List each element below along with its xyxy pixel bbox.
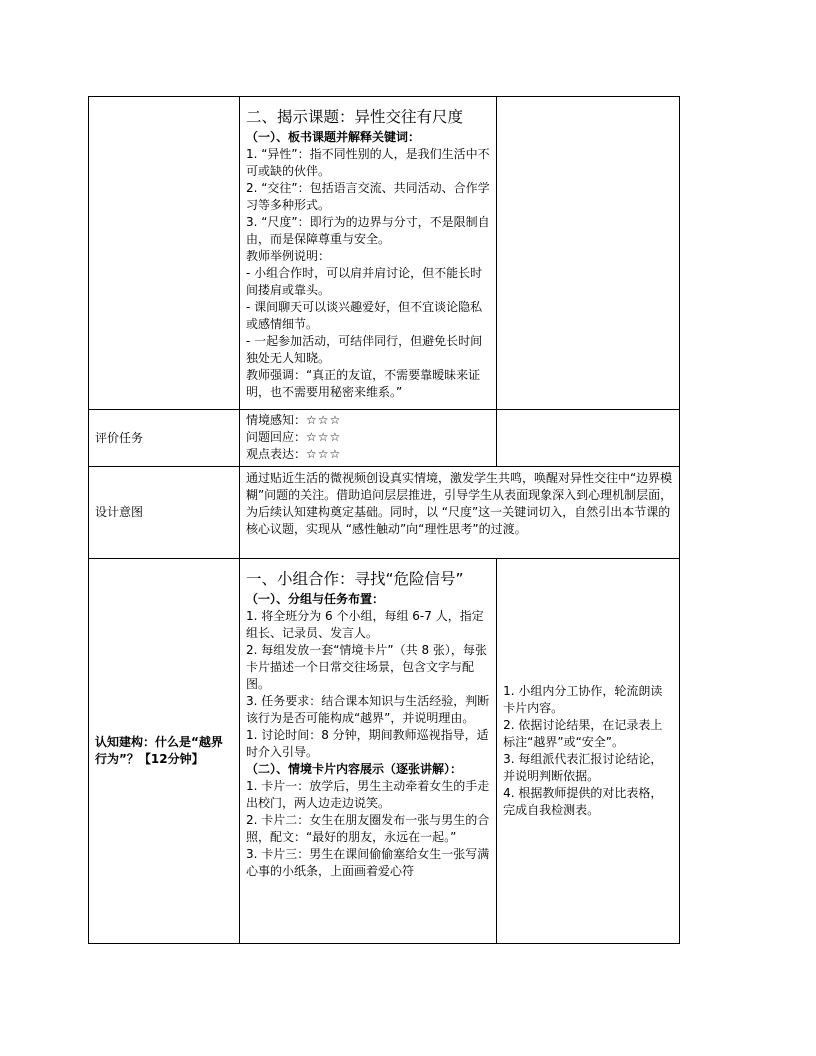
- evaluation-label: 评价任务: [89, 410, 240, 467]
- row1-line: - 课间聊天可以谈兴趣爱好，但不宜谈论隐私或感情细节。: [245, 300, 483, 331]
- row4-line: 1. 卡片一：放学后，男生主动牵着女生的手走出校门，两人边走边说笑。: [245, 779, 490, 810]
- sub-heading: （一）、板书课题并解释关键词：: [245, 130, 420, 144]
- row-cognition: [89, 559, 680, 944]
- evaluation-student-cell: [497, 410, 680, 467]
- student-activity-cell: [497, 559, 680, 944]
- row1-line: - 一起参加活动，可结伴同行，但避免长时间独处无人知晓。: [245, 334, 483, 365]
- cognition-content: [239, 559, 496, 944]
- star-rating-icon: ☆☆☆: [305, 430, 342, 444]
- row1-label-cell: [89, 97, 240, 410]
- row1-student-cell: [497, 97, 680, 410]
- evaluation-item: 情境感知：☆☆☆: [245, 413, 342, 427]
- row1-line: 教师强调：“真正的友谊，不需要靠暧昧来证明，也不需要用秘密来维系。”: [245, 368, 481, 399]
- row4-line: 2. 每组发放一套“情境卡片”（共 8 张），每张卡片描述一个日常交往场景，包含文字与配图。: [245, 643, 487, 691]
- row4-line: 3. 卡片三：男生在课间偷偷塞给女生一张写满心事的小纸条，上面画着爱心符: [245, 847, 490, 878]
- star-rating-icon: ☆☆☆: [305, 447, 342, 461]
- section-heading: 一、小组合作：寻找“危险信号”: [245, 570, 464, 588]
- student-activity-line: 2. 依据讨论结果，在记录表上标注“越界”或“安全”。: [503, 718, 663, 749]
- row1-line: 3. “尺度”：即行为的边界与分寸，不是限制自由，而是保障尊重与安全。: [245, 215, 490, 246]
- star-rating-icon: ☆☆☆: [305, 413, 342, 427]
- design-intent-label: 设计意图: [89, 467, 240, 559]
- row1-line: 2. “交往”：包括语言交流、共同活动、合作学习等多种形式。: [245, 181, 490, 212]
- evaluation-content: [239, 410, 496, 467]
- student-activity-line: 1. 小组内分工协作，轮流朗读卡片内容。: [503, 684, 663, 715]
- row-reveal-topic: [89, 97, 680, 410]
- evaluation-item: 观点表达：☆☆☆: [245, 447, 342, 461]
- row-design-intent: [89, 467, 680, 559]
- sub-heading: （二）、情境卡片内容展示（逐张讲解）：: [245, 762, 462, 776]
- row4-line: 3. 任务要求：结合课本知识与生活经验，判断该行为是否可能构成“越界”，并说明理由。: [245, 694, 490, 725]
- student-activity-line: 3. 每组派代表汇报讨论结论，并说明判断依据。: [503, 752, 663, 783]
- student-activity-line: 4. 根据教师提供的对比表格，完成自我检测表。: [503, 786, 663, 817]
- row4-line: 2. 卡片二：女生在朋友圈发布一张与男生的合照，配文：“最好的朋友，永远在一起。”: [245, 813, 490, 844]
- row1-line: - 小组合作时，可以肩并肩讨论，但不能长时间搂肩或靠头。: [245, 266, 483, 297]
- sub-heading: （一）、分组与任务布置：: [245, 592, 384, 606]
- row1-content-cell: [239, 97, 496, 410]
- row1-line: 教师举例说明：: [245, 249, 330, 263]
- row1-line: 1. “异性”：指不同性别的人，是我们生活中不可或缺的伙伴。: [245, 147, 490, 178]
- design-intent-text: 通过贴近生活的微视频创设真实情境，激发学生共鸣，唤醒对异性交往中“边界模糊”问题的关注。借助追问层层推进，引导学生从表面现象深入到心理机制层面，为后续认知建构奠定基础。同时，以 “尺度”这一关键词切入，自然引出本节课的核心议题，实现从 “感性触动”向“理性思考”的过渡。: [239, 467, 679, 559]
- row4-line: 1. 讨论时间：8 分钟，期间教师巡视指导，适时介入引导。: [245, 728, 489, 759]
- section-heading: 二、揭示课题：异性交往有尺度: [245, 108, 463, 126]
- evaluation-item: 问题回应：☆☆☆: [245, 430, 342, 444]
- row-evaluation: [89, 410, 680, 467]
- row4-line: 1. 将全班分为 6 个小组，每组 6-7 人，指定组长、记录员、发言人。: [245, 609, 484, 640]
- cognition-label: 认知建构：什么是“越界行为”？【12分钟】: [89, 559, 240, 944]
- lesson-plan-table: [88, 96, 680, 944]
